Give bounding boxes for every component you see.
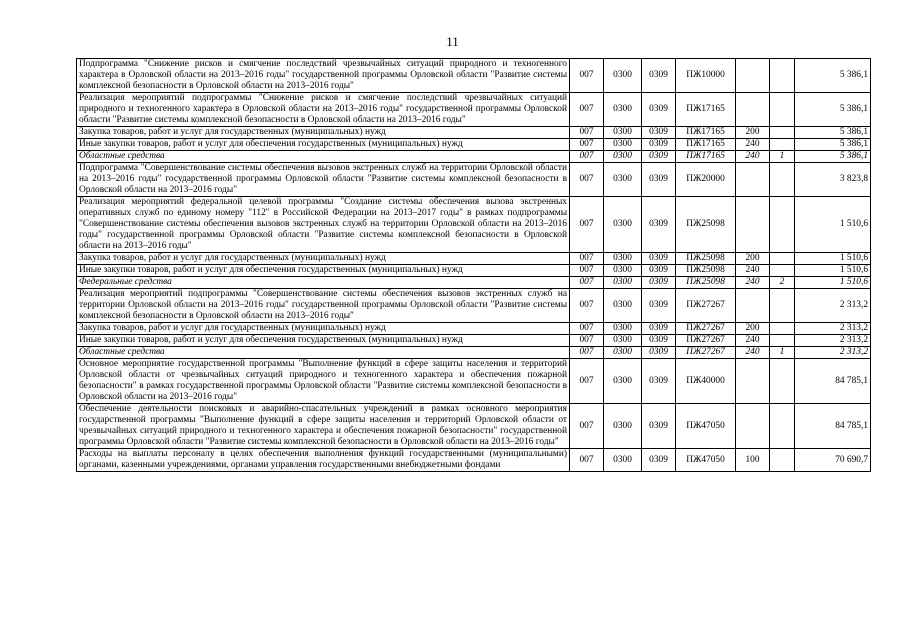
table-row: [77, 289, 871, 323]
table-row: [77, 277, 871, 289]
amount: 2 313,2: [795, 289, 871, 323]
subsection-code: 0309: [642, 59, 676, 93]
expense-type-code: [736, 59, 770, 93]
row-name: Обеспечение деятельности поисковых и аварийно-спасательных учреждений в рамках основного мероприятия государственной программы "Выполнение функций в сфере защиты населения и территорий Орловской области от чрезвычайных ситуаций природного и техногенного характера и обеспечения пожарной безопасности" государственной программы Орловской области "Развитие системы комплексной безопасности в Орловской области на 2013–2016 годы": [77, 404, 570, 449]
target-article-code: ПЖ17165: [676, 93, 736, 127]
row-name: Расходы на выплаты персоналу в целях обеспечения выполнения функций государственными (муниципальными) органами, казенными учреждениями, органами управления государственными внебюджетными фондами: [77, 449, 570, 472]
expense-type-code: 240: [736, 151, 770, 163]
funding-source-code: 2: [770, 277, 795, 289]
target-article-code: ПЖ27267: [676, 347, 736, 359]
target-article-code: ПЖ47050: [676, 449, 736, 472]
table-row: [77, 359, 871, 404]
row-name: Закупка товаров, работ и услуг для государственных (муниципальных) нужд: [77, 253, 570, 265]
amount: 84 785,1: [795, 359, 871, 404]
section-code: 0300: [604, 59, 642, 93]
section-code: 0300: [604, 93, 642, 127]
expense-type-code: [736, 359, 770, 404]
funding-source-code: [770, 93, 795, 127]
ministry-code: 007: [570, 359, 604, 404]
subsection-code: 0309: [642, 151, 676, 163]
expense-type-code: [736, 93, 770, 127]
ministry-code: 007: [570, 59, 604, 93]
target-article-code: ПЖ27267: [676, 289, 736, 323]
target-article-code: ПЖ47050: [676, 404, 736, 449]
expense-type-code: [736, 404, 770, 449]
expense-type-code: 240: [736, 265, 770, 277]
table-row: [77, 335, 871, 347]
subsection-code: 0309: [642, 347, 676, 359]
funding-source-code: [770, 323, 795, 335]
ministry-code: 007: [570, 449, 604, 472]
ministry-code: 007: [570, 265, 604, 277]
ministry-code: 007: [570, 335, 604, 347]
subsection-code: 0309: [642, 323, 676, 335]
ministry-code: 007: [570, 93, 604, 127]
funding-source-code: [770, 163, 795, 197]
subsection-code: 0309: [642, 449, 676, 472]
target-article-code: ПЖ20000: [676, 163, 736, 197]
ministry-code: 007: [570, 151, 604, 163]
table-row: [77, 197, 871, 253]
amount: 5 386,1: [795, 139, 871, 151]
expense-type-code: [736, 197, 770, 253]
ministry-code: 007: [570, 139, 604, 151]
amount: 5 386,1: [795, 127, 871, 139]
amount: 1 510,6: [795, 265, 871, 277]
section-code: 0300: [604, 163, 642, 197]
ministry-code: 007: [570, 347, 604, 359]
row-name: Подпрограмма "Совершенствование системы обеспечения вызовов экстренных служб на территории Орловской области на 2013–2016 годы" государственной программы Орловской области "Развитие системы комплексной безопасности в Орловской области на 2013–2016 годы": [77, 163, 570, 197]
budget-table: [76, 58, 871, 472]
target-article-code: ПЖ17165: [676, 151, 736, 163]
row-name: Иные закупки товаров, работ и услуг для обеспечения государственных (муниципальных) нужд: [77, 335, 570, 347]
expense-type-code: 240: [736, 139, 770, 151]
section-code: 0300: [604, 139, 642, 151]
target-article-code: ПЖ25098: [676, 197, 736, 253]
ministry-code: 007: [570, 323, 604, 335]
amount: 2 313,2: [795, 347, 871, 359]
amount: 1 510,6: [795, 277, 871, 289]
funding-source-code: [770, 449, 795, 472]
ministry-code: 007: [570, 163, 604, 197]
subsection-code: 0309: [642, 359, 676, 404]
row-name: Иные закупки товаров, работ и услуг для обеспечения государственных (муниципальных) нужд: [77, 265, 570, 277]
table-row: [77, 323, 871, 335]
target-article-code: ПЖ25098: [676, 265, 736, 277]
expense-type-code: 240: [736, 277, 770, 289]
expense-type-code: 200: [736, 323, 770, 335]
funding-source-code: 1: [770, 151, 795, 163]
amount: 1 510,6: [795, 253, 871, 265]
funding-source-code: 1: [770, 347, 795, 359]
amount: 3 823,8: [795, 163, 871, 197]
expense-type-code: 100: [736, 449, 770, 472]
target-article-code: ПЖ17165: [676, 139, 736, 151]
subsection-code: 0309: [642, 265, 676, 277]
funding-source-code: [770, 253, 795, 265]
funding-source-code: [770, 139, 795, 151]
section-code: 0300: [604, 253, 642, 265]
target-article-code: ПЖ17165: [676, 127, 736, 139]
ministry-code: 007: [570, 127, 604, 139]
section-code: 0300: [604, 323, 642, 335]
expense-type-code: 200: [736, 253, 770, 265]
table-row: [77, 253, 871, 265]
row-name: Областные средства: [77, 151, 570, 163]
row-name: Иные закупки товаров, работ и услуг для обеспечения государственных (муниципальных) нужд: [77, 139, 570, 151]
table-row: [77, 127, 871, 139]
expense-type-code: 200: [736, 127, 770, 139]
section-code: 0300: [604, 347, 642, 359]
table-row: [77, 404, 871, 449]
row-name: Реализация мероприятий федеральной целевой программы "Создание системы обеспечения вызова экстренных оперативных служб по единому номеру "112" в Российской Федерации на 2013–2017 годы" в рамках подпрограммы "Совершенствование системы обеспечения вызовов экстренных служб на территории Орловской области на 2013–2016 годы" государственной программы Орловской области "Развитие системы комплексной безопасности в Орловской области на 2013–2016 годы": [77, 197, 570, 253]
section-code: 0300: [604, 265, 642, 277]
funding-source-code: [770, 335, 795, 347]
ministry-code: 007: [570, 277, 604, 289]
table-row: [77, 265, 871, 277]
amount: 2 313,2: [795, 323, 871, 335]
section-code: 0300: [604, 277, 642, 289]
section-code: 0300: [604, 289, 642, 323]
funding-source-code: [770, 404, 795, 449]
row-name: Федеральные средства: [77, 277, 570, 289]
subsection-code: 0309: [642, 253, 676, 265]
table-row: [77, 163, 871, 197]
row-name: Основное мероприятие государственной программы "Выполнение функций в сфере защиты населения и территорий Орловской области от чрезвычайных ситуаций природного и техногенного характера и обеспечения пожарной безопасности" в рамках государственной программы Орловской области "Развитие системы комплексной безопасности в Орловской области на 2013–2016 годы": [77, 359, 570, 404]
funding-source-code: [770, 127, 795, 139]
subsection-code: 0309: [642, 277, 676, 289]
table-row: [77, 139, 871, 151]
section-code: 0300: [604, 335, 642, 347]
subsection-code: 0309: [642, 335, 676, 347]
subsection-code: 0309: [642, 289, 676, 323]
ministry-code: 007: [570, 197, 604, 253]
section-code: 0300: [604, 449, 642, 472]
amount: 1 510,6: [795, 197, 871, 253]
subsection-code: 0309: [642, 127, 676, 139]
target-article-code: ПЖ27267: [676, 323, 736, 335]
table-row: [77, 93, 871, 127]
funding-source-code: [770, 289, 795, 323]
table-row: [77, 347, 871, 359]
target-article-code: ПЖ10000: [676, 59, 736, 93]
amount: 70 690,7: [795, 449, 871, 472]
subsection-code: 0309: [642, 197, 676, 253]
section-code: 0300: [604, 197, 642, 253]
row-name: Реализация мероприятий подпрограммы "Снижение рисков и смягчение последствий чрезвычайных ситуаций природного и техногенного характера в Орловской области на 2013–2016 годы" государственной программы Орловской области "Развитие системы комплексной безопасности в Орловской области на 2013–2016 годы": [77, 93, 570, 127]
target-article-code: ПЖ25098: [676, 253, 736, 265]
target-article-code: ПЖ27267: [676, 335, 736, 347]
row-name: Закупка товаров, работ и услуг для государственных (муниципальных) нужд: [77, 127, 570, 139]
amount: 84 785,1: [795, 404, 871, 449]
amount: 5 386,1: [795, 59, 871, 93]
amount: 5 386,1: [795, 151, 871, 163]
section-code: 0300: [604, 359, 642, 404]
section-code: 0300: [604, 404, 642, 449]
ministry-code: 007: [570, 289, 604, 323]
subsection-code: 0309: [642, 139, 676, 151]
table-row: [77, 151, 871, 163]
section-code: 0300: [604, 127, 642, 139]
target-article-code: ПЖ25098: [676, 277, 736, 289]
row-name: Закупка товаров, работ и услуг для государственных (муниципальных) нужд: [77, 323, 570, 335]
ministry-code: 007: [570, 253, 604, 265]
expense-type-code: [736, 163, 770, 197]
table-row: [77, 59, 871, 93]
funding-source-code: [770, 359, 795, 404]
table-row: [77, 449, 871, 472]
row-name: Реализация мероприятий подпрограммы "Совершенствование системы обеспечения вызовов экстренных служб на территории Орловской области на 2013–2016 годы" государственной программы Орловской области "Развитие системы комплексной безопасности в Орловской области на 2013–2016 годы": [77, 289, 570, 323]
expense-type-code: 240: [736, 335, 770, 347]
funding-source-code: [770, 197, 795, 253]
amount: 5 386,1: [795, 93, 871, 127]
expense-type-code: [736, 289, 770, 323]
subsection-code: 0309: [642, 404, 676, 449]
subsection-code: 0309: [642, 163, 676, 197]
expense-type-code: 240: [736, 347, 770, 359]
funding-source-code: [770, 265, 795, 277]
amount: 2 313,2: [795, 335, 871, 347]
funding-source-code: [770, 59, 795, 93]
ministry-code: 007: [570, 404, 604, 449]
page-number: 11: [446, 34, 459, 49]
section-code: 0300: [604, 151, 642, 163]
row-name: Областные средства: [77, 347, 570, 359]
row-name: Подпрограмма "Снижение рисков и смягчение последствий чрезвычайных ситуаций природного и техногенного характера в Орловской области на 2013–2016 годы" государственной программы Орловской области "Развитие системы комплексной безопасности в Орловской области на 2013–2016 годы": [77, 59, 570, 93]
subsection-code: 0309: [642, 93, 676, 127]
target-article-code: ПЖ40000: [676, 359, 736, 404]
